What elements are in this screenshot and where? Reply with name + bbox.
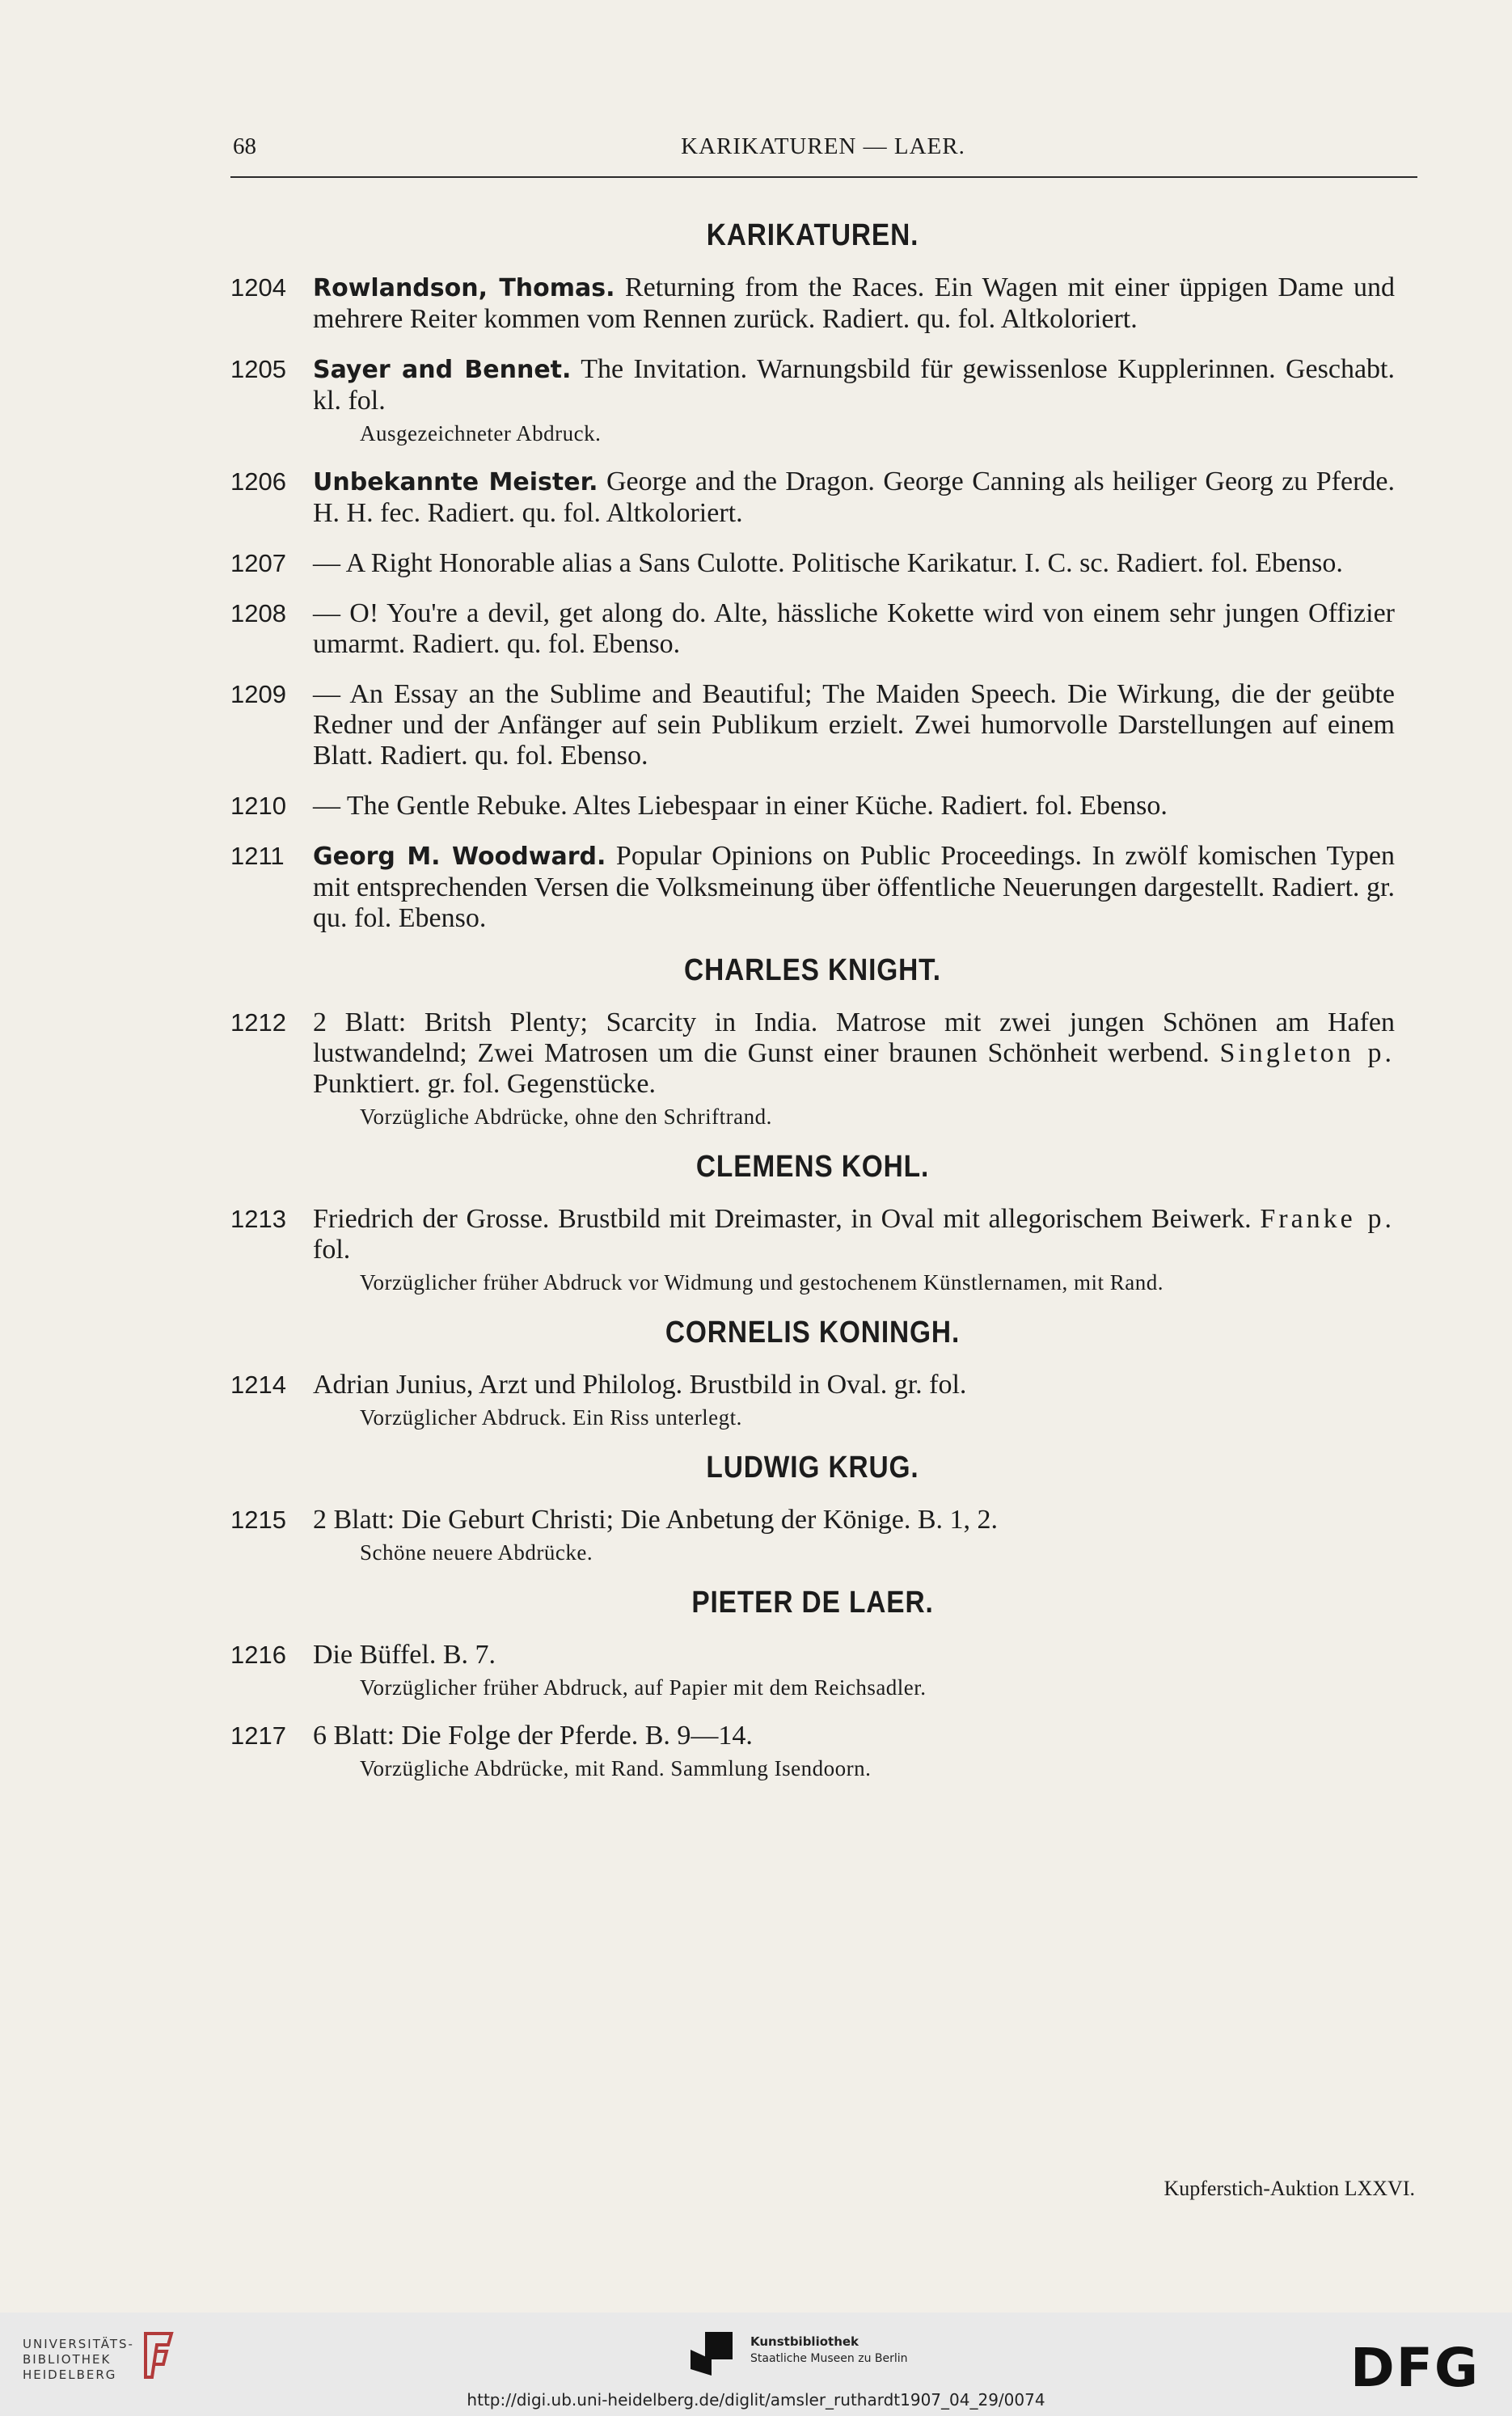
entry-text: Adrian Junius, Arzt und Philolog. Brustbild in Oval. gr. fol. (313, 1370, 967, 1400)
entry-text: 6 Blatt: Die Folge der Pferde. B. 9—14. (313, 1721, 753, 1751)
entry-number: 1205 (230, 355, 286, 383)
section-title-koningh: CORNELIS KONINGH. (665, 1316, 961, 1349)
entry-text: 2 Blatt: Die Geburt Christi; Die Anbetung der Könige. B. 1, 2. (313, 1505, 999, 1535)
permalink-url[interactable]: http://digi.ub.uni-heidelberg.de/diglit/amsler_ruthardt1907_04_29/0074 (467, 2390, 1045, 2410)
artist-name: Unbekannte Meister. (313, 468, 598, 496)
dfg-logo[interactable]: DFG (1349, 2337, 1480, 2399)
entry-text-tail: Punktiert. gr. fol. Gegenstücke. (313, 1069, 656, 1099)
entry-note: Schöne neuere Abdrücke. (360, 1540, 593, 1565)
entry-note: Vorzüglicher früher Abdruck, auf Papier mit dem Reichsadler. (360, 1675, 927, 1700)
artist-name: Sayer and Bennet. (313, 356, 572, 384)
kunstbibliothek-logo-icon[interactable] (687, 2332, 736, 2376)
section-title-kohl: CLEMENS KOHL. (695, 1150, 930, 1184)
entry-note: Vorzügliche Abdrücke, ohne den Schriftrand. (360, 1105, 772, 1129)
university-library-label[interactable] (23, 2337, 134, 2383)
catalog-entry (230, 841, 1395, 934)
entry-text-tail: fol. (313, 1235, 351, 1265)
entry-text: Popular Opinions on Public Proceedings. In zwölf komischen Typen mit entsprechenden Versen die Volksmeinung über öffentliche Neuerungen dargestellt. Radiert. gr. qu. fol. Ebenso. (313, 841, 1395, 933)
artist-name: Rowlandson, Thomas. (313, 274, 615, 302)
entry-text: Friedrich der Grosse. Brustbild mit Dreimaster, in Oval mit allegorischem Beiwerk. (313, 1204, 1252, 1234)
kb-subtitle: Staatliche Museen zu Berlin (750, 2352, 908, 2365)
entry-text: — O! You're a devil, get along do. Alte, hässliche Kokette wird von einem sehr jungen Offizier umarmt. Radiert. qu. fol. Ebenso. (313, 598, 1395, 659)
catalog-entry (230, 791, 1395, 822)
entry-note: Vorzüglicher früher Abdruck vor Widmung und gestochenem Künstlernamen, mit Rand. (360, 1270, 1164, 1295)
catalog-entry (230, 467, 1395, 529)
section-title-knight: CHARLES KNIGHT. (684, 953, 941, 987)
catalog-entry (230, 1370, 1395, 1431)
catalog-entry (230, 354, 1395, 447)
signature-line: Kupferstich-Auktion LXXVI. (1164, 2177, 1415, 2200)
entry-number: 1210 (230, 792, 286, 820)
header-rule (230, 176, 1417, 178)
catalog-entry (230, 1007, 1395, 1130)
catalog-entry (230, 1721, 1395, 1782)
artist-name: Georg M. Woodward. (313, 843, 606, 871)
entry-text: — A Right Honorable alias a Sans Culotte. Politische Karikatur. I. C. sc. Radiert. fol. Ebenso. (313, 548, 1343, 578)
engraver-credit: Singleton p. (1219, 1038, 1396, 1068)
catalog-entry (230, 598, 1395, 660)
kunstbibliothek-label[interactable] (750, 2334, 908, 2367)
entry-note: Ausgezeichneter Abdruck. (360, 421, 602, 446)
section-title-krug: LUDWIG KRUG. (706, 1451, 919, 1485)
entry-text: 2 Blatt: Britsh Plenty; Scarcity in India. Matrose mit zwei jungen Schönen am Hafen lustwandelnd; Zwei Matrosen um die Gunst einer braunen Schönheit werbend. (313, 1007, 1395, 1068)
entry-number: 1214 (230, 1371, 286, 1399)
university-line: BIBLIOTHEK (23, 2352, 112, 2367)
entry-note: Vorzügliche Abdrücke, mit Rand. Sammlung Isendoorn. (360, 1756, 872, 1780)
page-number: 68 (233, 133, 256, 159)
entry-number: 1216 (230, 1641, 286, 1669)
catalog-entry (230, 548, 1395, 579)
entry-text: Die Büffel. B. 7. (313, 1640, 496, 1670)
entry-note: Vorzüglicher Abdruck. Ein Riss unterlegt. (360, 1405, 742, 1430)
university-line: UNIVERSITÄTS- (23, 2337, 134, 2351)
entry-number: 1204 (230, 273, 286, 302)
university-line: HEIDELBERG (23, 2367, 117, 2382)
engraver-credit: Franke p. (1260, 1204, 1396, 1234)
section-title-karikaturen: KARIKATUREN. (706, 218, 919, 252)
entry-number: 1212 (230, 1008, 286, 1037)
catalog-entry (230, 1204, 1395, 1296)
catalog-content (230, 218, 1395, 1801)
entry-number: 1217 (230, 1721, 286, 1750)
entry-number: 1208 (230, 599, 286, 627)
entry-number: 1206 (230, 467, 286, 496)
entry-number: 1209 (230, 680, 286, 708)
catalog-entry (230, 272, 1395, 335)
entry-text: Returning from the Races. Ein Wagen mit einer üppigen Dame und mehrere Reiter kommen vom Rennen zurück. Radiert. qu. fol. Altkoloriert. (313, 272, 1396, 334)
entry-text: George and the Dragon. George Canning als heiliger Georg zu Pferde. H. H. fec. Radiert. qu. fol. Altkoloriert. (313, 467, 1395, 528)
running-title: KARIKATUREN — LAER. (681, 133, 965, 159)
heidelberg-logo-icon[interactable] (139, 2327, 178, 2384)
entry-text: — The Gentle Rebuke. Altes Liebespaar in einer Küche. Radiert. fol. Ebenso. (313, 791, 1168, 821)
entry-number: 1207 (230, 549, 286, 577)
entry-number: 1215 (230, 1506, 286, 1534)
section-title-laer: PIETER DE LAER. (691, 1586, 934, 1620)
entry-number: 1213 (230, 1205, 286, 1233)
catalog-entry (230, 679, 1395, 771)
catalog-entry (230, 1505, 1395, 1566)
page-header (233, 133, 1413, 166)
entry-text: — An Essay an the Sublime and Beautiful; The Maiden Speech. Die Wirkung, die der geübte Redner und der Anfänger auf sein Publikum erzielt. Zwei humorvolle Darstellungen auf einem Blatt. Radiert. qu. fol. Ebenso. (313, 679, 1395, 771)
catalog-entry (230, 1640, 1395, 1701)
entry-number: 1211 (230, 842, 285, 870)
entry-text: The Invitation. Warnungsbild für gewissenlose Kupplerinnen. Geschabt. kl. fol. (313, 354, 1395, 416)
kb-title: Kunstbibliothek (750, 2334, 859, 2349)
digitization-footer (0, 2313, 1512, 2416)
